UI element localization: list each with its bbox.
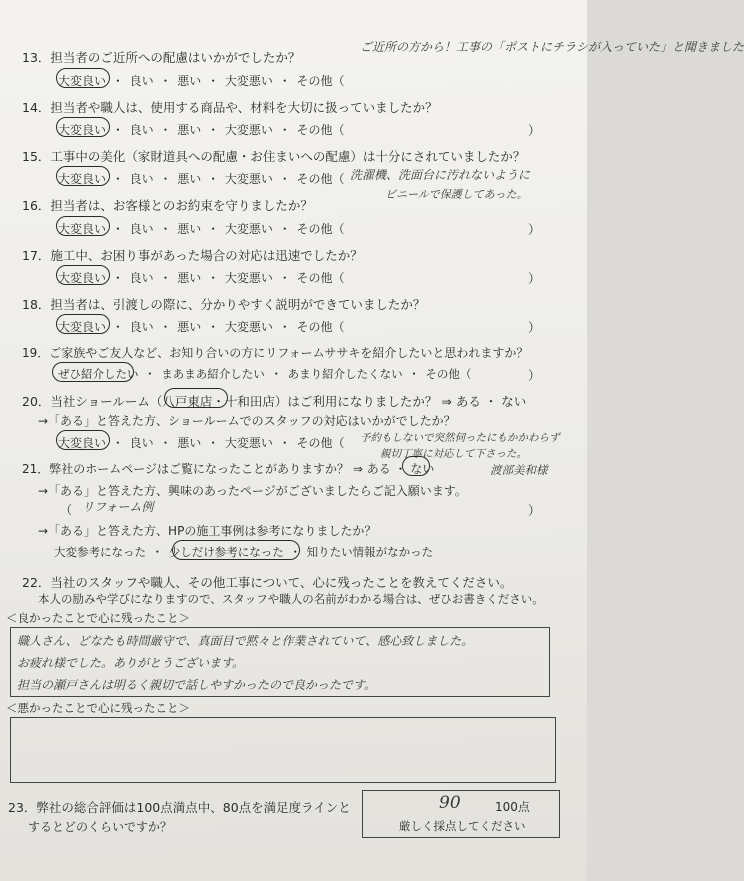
q20-text: 20．当社ショールーム（八戸東店・十和田店）はご利用になりましたか？ ⇒ ある ・ ない [22, 394, 527, 409]
q23-line2: するとどのくらいですか？ [28, 820, 173, 834]
q16-selected-circle [56, 216, 110, 236]
q21-followup1-answer: リフォーム例 [82, 500, 154, 514]
q22-good-line-2: お疲れ様でした。ありがとうございます。 [17, 656, 245, 670]
q19-close: ） [528, 368, 541, 383]
q20-options[interactable]: 大変良い ・ 良い ・ 悪い ・ 大変悪い ・ その他（ [58, 436, 345, 450]
q13-text: 13．担当者のご近所への配慮はいかがでしたか？ [22, 50, 301, 65]
q22-good-line-1: 職人さん、どなたも時間厳守で、真面目で黙々と作業されていて、感心致しました。 [17, 634, 474, 648]
q19-options[interactable]: ぜひ紹介したい ・ まあまあ紹介したい ・ あまり紹介したくない ・ その他（ [58, 367, 472, 381]
q15-text: 15．工事中の美化（家財道具への配慮・お住まいへの配慮）は十分にされていましたか？ [22, 149, 526, 164]
q23-score-box[interactable] [362, 790, 560, 838]
q16-close: ） [528, 222, 541, 237]
q18-selected-circle [56, 314, 110, 334]
q21-followup1-close: ） [528, 503, 541, 518]
q20-followup: →「ある」と答えた方、ショールームでのスタッフの対応はいかがでしたか？ [38, 414, 456, 428]
q17-text: 17．施工中、お困り事があった場合の対応は迅速でしたか？ [22, 248, 363, 263]
q20-note-1: 予約もしないで突然伺ったにもかかわらず [360, 432, 560, 444]
q17-close: ） [528, 271, 541, 286]
q14-options[interactable]: 大変良い ・ 良い ・ 悪い ・ 大変悪い ・ その他（ [58, 123, 345, 137]
q22-bad-label: ＜悪かったことで心に残ったこと＞ [6, 701, 190, 715]
q13-note: ご近所の方から！工事の「ポストにチラシが入っていた」と聞きました [360, 40, 744, 54]
q18-close: ） [528, 320, 541, 335]
q21-followup2-options[interactable]: 大変参考になった ・ 少しだけ参考になった ・ 知りたい情報がなかった [54, 545, 434, 559]
q21-followup1: →「ある」と答えた方、興味のあったページがございましたらご記入願います。 [38, 484, 467, 498]
q16-options[interactable]: 大変良い ・ 良い ・ 悪い ・ 大変悪い ・ その他（ [58, 222, 345, 236]
q18-options[interactable]: 大変良い ・ 良い ・ 悪い ・ 大変悪い ・ その他（ [58, 320, 345, 334]
q17-options[interactable]: 大変良い ・ 良い ・ 悪い ・ 大変悪い ・ その他（ [58, 271, 345, 285]
q15-options[interactable]: 大変良い ・ 良い ・ 悪い ・ 大変悪い ・ その他（ [58, 172, 345, 186]
q23-line1: 23．弊社の総合評価は100点満点中、80点を満足度ラインと [8, 800, 351, 815]
q22-text: 22．当社のスタッフや職人、その他工事について、心に残ったことを教えてください。 [22, 575, 513, 590]
q20-store-circle [164, 388, 228, 408]
q15-selected-circle [56, 166, 110, 186]
q22-good-label: ＜良かったことで心に残ったこと＞ [6, 611, 190, 625]
q15-note-1: 洗濯機、洗面台に汚れないように [350, 168, 531, 182]
q21-followup1-open: （ [60, 503, 73, 517]
q21-note: 渡部美和様 [490, 463, 548, 477]
q22-bad-box[interactable] [10, 717, 556, 783]
q16-text: 16．担当者は、お客様とのお約束を守りましたか？ [22, 198, 313, 213]
q22-line2: 本人の励みや学びになりますので、スタッフや職人の名前がわかる場合は、ぜひお書きください。 [38, 592, 544, 606]
q22-good-line-3: 担当の瀬戸さんは明るく親切で話しやすかったので良かったです。 [17, 678, 377, 692]
q17-selected-circle [56, 265, 110, 285]
q19-text: 19．ご家族やご友人など、お知り合いの方にリフォームササキを紹介したいと思われますか？ [22, 346, 529, 360]
q14-close: ） [528, 123, 541, 138]
q14-selected-circle [56, 117, 110, 137]
q15-note-2: ビニールで保護してあった。 [385, 188, 528, 201]
q21-followup2: →「ある」と答えた方、HPの施工事例は参考になりましたか？ [38, 524, 377, 538]
q23-score-unit: 100点 [495, 800, 530, 814]
q14-text: 14．担当者や職人は、使用する商品や、材料を大切に扱っていましたか？ [22, 100, 438, 115]
q20-note-2: 親切丁寧に対応して下さった。 [380, 448, 527, 460]
q20-selected-circle [56, 430, 110, 450]
q21-selected-circle [402, 456, 430, 476]
q22-good-box[interactable] [10, 627, 550, 697]
q13-options[interactable]: 大変良い ・ 良い ・ 悪い ・ 大変悪い ・ その他（ [58, 74, 345, 88]
q21-text: 21．弊社のホームページはご覧になったことがありますか？ ⇒ ある ・ ない [22, 462, 435, 476]
q23-score-note: 厳しく採点してください [399, 819, 526, 833]
q13-selected-circle [56, 68, 110, 88]
q18-text: 18．担当者は、引渡しの際に、分かりやすく説明ができていましたか？ [22, 297, 426, 312]
q19-selected-circle [52, 362, 134, 382]
q23-score: 90 [439, 793, 461, 813]
q21-followup2-circle [172, 540, 300, 560]
